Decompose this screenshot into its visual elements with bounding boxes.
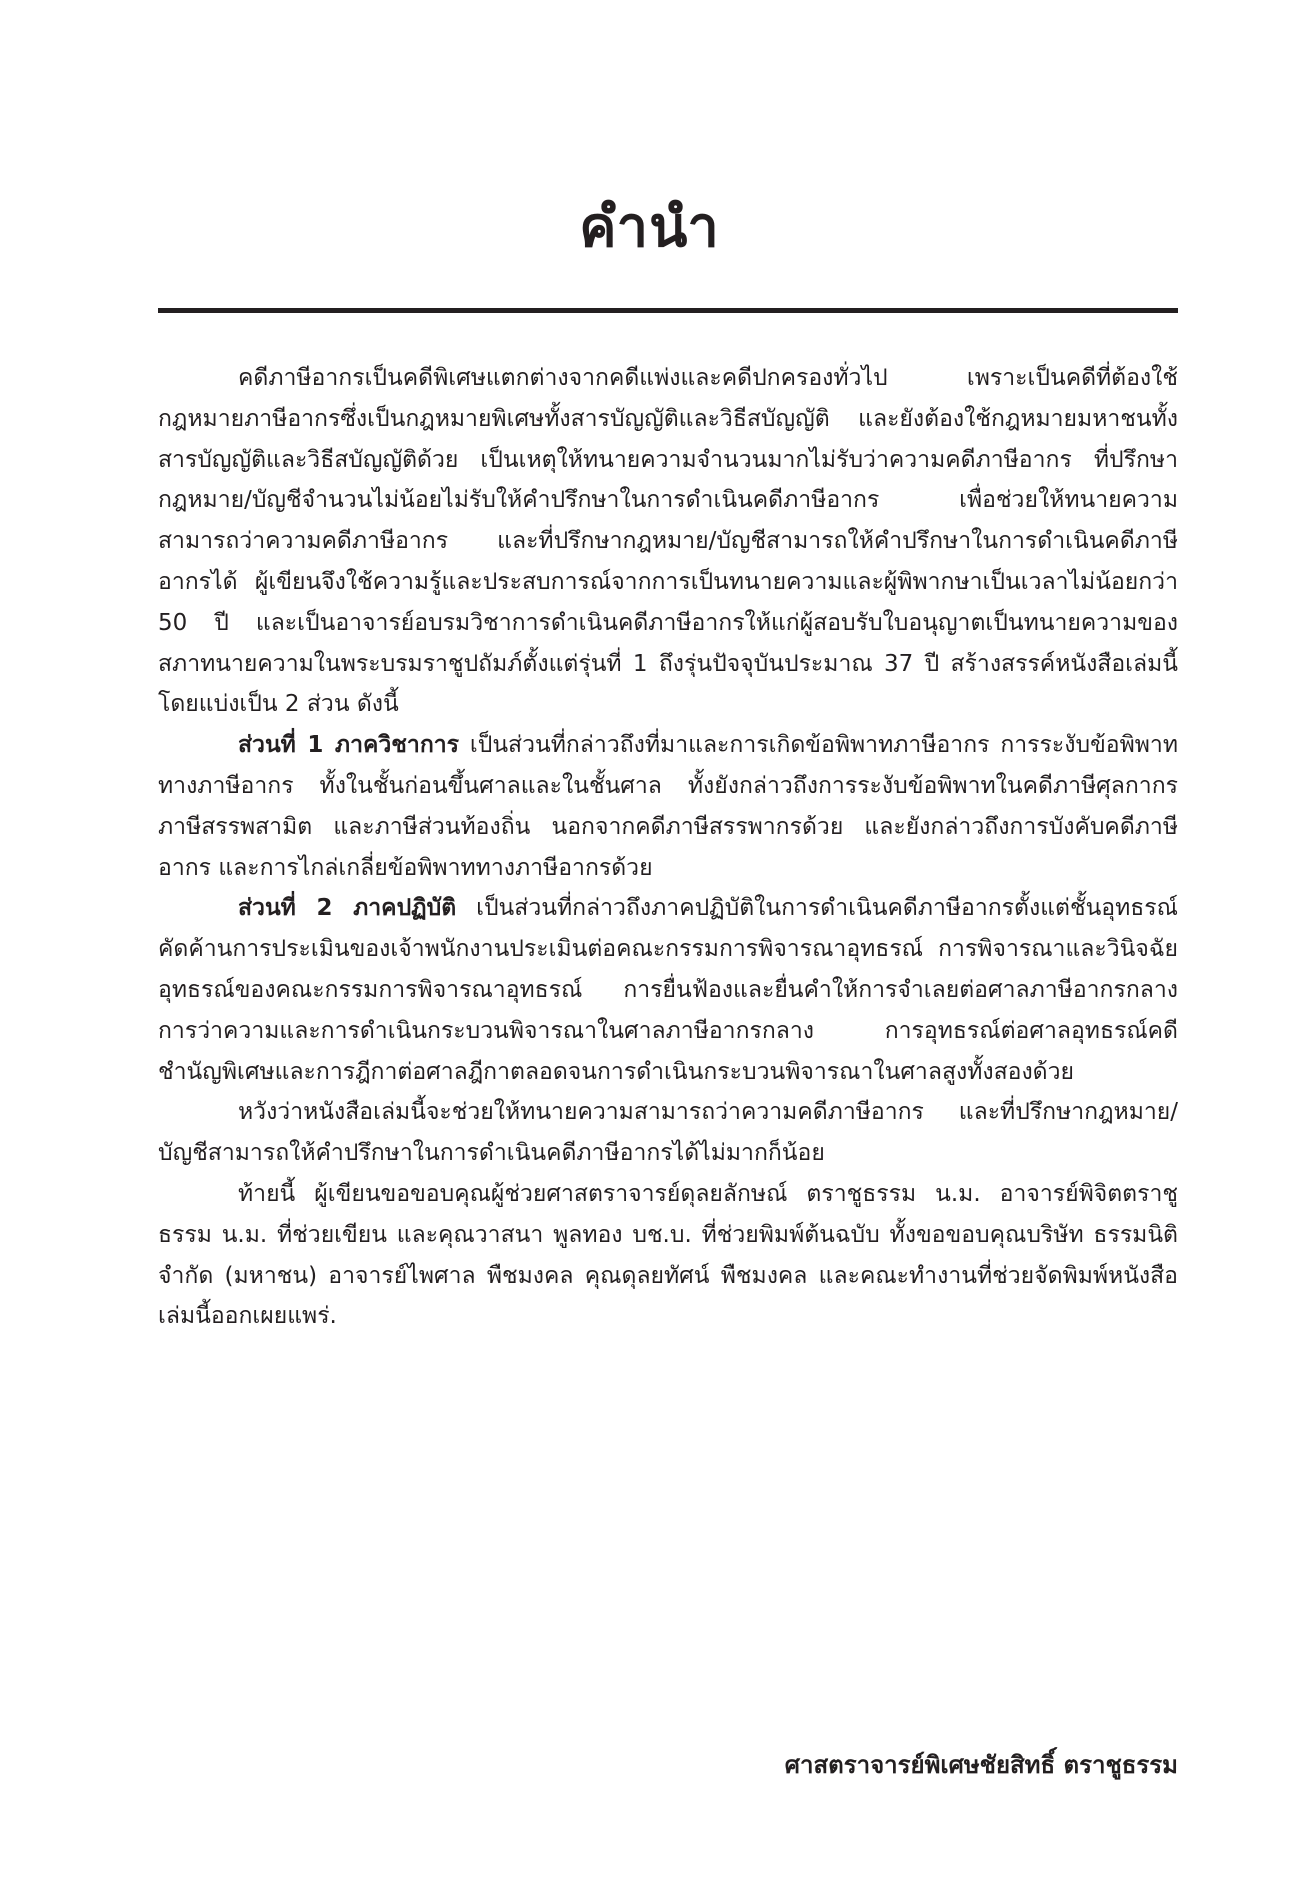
paragraph-text: หวังว่าหนังสือเล่มนี้จะช่วยให้ทนายความสามารถว่าความคดีภาษีอากร และที่ปรึกษากฎหมาย/บัญชีสามารถให้คำปรึกษาในการดำเนินคดีภาษีอากรได้ไม่มากก็น้อย — [158, 1099, 1178, 1167]
page-title: คำนำ — [579, 195, 720, 260]
author-signature: ศาสตราจารย์พิเศษชัยสิทธิ์ ตราชูธรรม — [784, 1751, 1178, 1779]
paragraph-lead: ส่วนที่ 2 ภาคปฏิบัติ — [238, 895, 457, 922]
paragraph-text: เป็นส่วนที่กล่าวถึงภาคปฏิบัติในการดำเนินคดีภาษีอากรตั้งแต่ชั้นอุทธรณ์คัดค้านการประเมินของเจ้าพนักงานประเมินต่อคณะกรรมการพิจารณาอุทธรณ์ การพิจารณาและวินิจฉัยอุทธรณ์ของคณะกรรมการพิจารณาอุทธรณ์ การยื่นฟ้องและยื่นคำให้การจำเลยต่อศาลภาษีอากรกลาง การว่าความและการดำเนินกระบวนพิจารณาในศาลภาษีอากรกลาง การอุทธรณ์ต่อศาลอุทธรณ์คดีชำนัญพิเศษและการฎีกาต่อศาลฎีกาตลอดจนการดำเนินกระบวนพิจารณาในศาลสูงทั้งสองด้วย — [158, 895, 1178, 1085]
paragraph-part-2 — [158, 888, 1178, 1092]
paragraph-hope — [158, 1092, 1178, 1174]
paragraph-intro — [158, 358, 1178, 725]
title-divider — [158, 308, 1178, 313]
paragraph-thanks — [158, 1174, 1178, 1337]
paragraph-lead: ส่วนที่ 1 ภาควิชาการ — [238, 732, 460, 759]
paragraph-text: เป็นส่วนที่กล่าวถึงที่มาและการเกิดข้อพิพาทภาษีอากร การระงับข้อพิพาททางภาษีอากร ทั้งในชั้นก่อนขึ้นศาลและในชั้นศาล ทั้งยังกล่าวถึงการระงับข้อพิพาทในคดีภาษีศุลกากร ภาษีสรรพสามิต และภาษีส่วนท้องถิ่น นอกจากคดีภาษีสรรพากรด้วย และยังกล่าวถึงการบังคับคดีภาษีอากร และการไกล่เกลี่ยข้อพิพาททางภาษีอากรด้วย — [158, 732, 1178, 881]
paragraph-text: คดีภาษีอากรเป็นคดีพิเศษแตกต่างจากคดีแพ่งและคดีปกครองทั่วไป เพราะเป็นคดีที่ต้องใช้กฎหมายภาษีอากรซึ่งเป็นกฎหมายพิเศษทั้งสารบัญญัติและวิธีสบัญญัติ และยังต้องใช้กฎหมายมหาชนทั้งสารบัญญัติและวิธีสบัญญัติด้วย เป็นเหตุให้ทนายความจำนวนมากไม่รับว่าความคดีภาษีอากร ที่ปรึกษากฎหมาย/บัญชีจำนวนไม่น้อยไม่รับให้คำปรึกษาในการดำเนินคดีภาษีอากร เพื่อช่วยให้ทนายความสามารถว่าความคดีภาษีอากร และที่ปรึกษากฎหมาย/บัญชีสามารถให้คำปรึกษาในการดำเนินคดีภาษีอากรได้ ผู้เขียนจึงใช้ความรู้และประสบการณ์จากการเป็นทนายความและผู้พิพากษาเป็นเวลาไม่น้อยกว่า 50 ปี และเป็นอาจารย์อบรมวิชาการดำเนินคดีภาษีอากรให้แก่ผู้สอบรับใบอนุญาตเป็นทนายความของสภาทนายความในพระบรมราชูปถัมภ์ตั้งแต่รุ่นที่ 1 ถึงรุ่นปัจจุบันประมาณ 37 ปี สร้างสรรค์หนังสือเล่มนี้โดยแบ่งเป็น 2 ส่วน ดังนี้ — [158, 365, 1178, 718]
paragraph-text: ท้ายนี้ ผู้เขียนขอขอบคุณผู้ช่วยศาสตราจารย์ดุลยลักษณ์ ตราชูธรรม น.ม. อาจารย์พิจิตตราชูธรรม น.ม. ที่ช่วยเขียน และคุณวาสนา พูลทอง บช.บ. ที่ช่วยพิมพ์ต้นฉบับ ทั้งขอขอบคุณบริษัท ธรรมนิติ จำกัด (มหาชน) อาจารย์ไพศาล พืชมงคล คุณดุลยทัศน์ พืชมงคล และคณะทำงานที่ช่วยจัดพิมพ์หนังสือเล่มนี้ออกเผยแพร่. — [158, 1180, 1178, 1330]
paragraph-part-1 — [158, 725, 1178, 888]
preface-body — [158, 358, 1178, 1337]
